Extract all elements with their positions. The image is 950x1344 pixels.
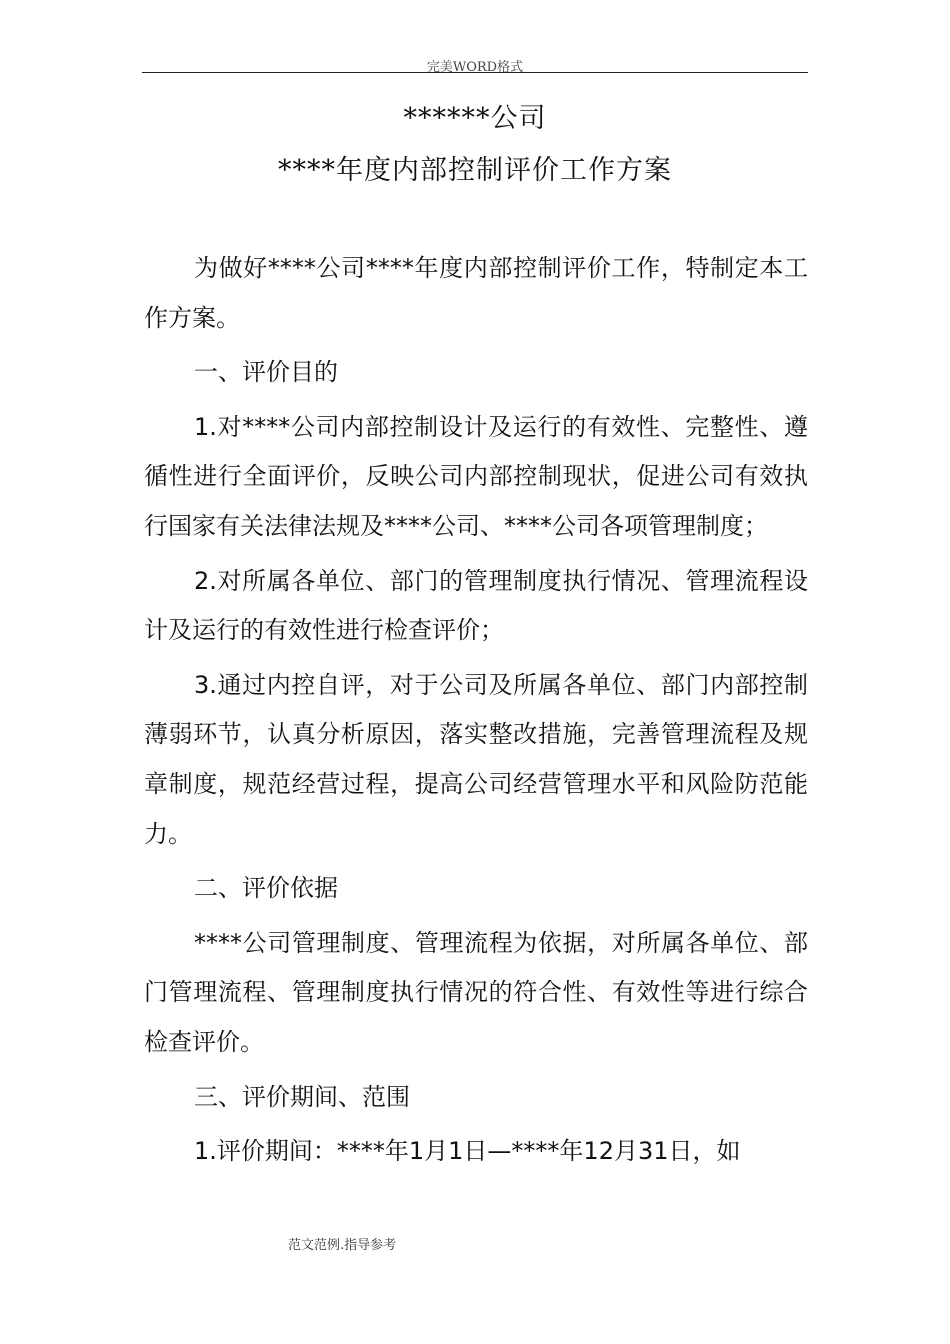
section-heading-basis: 二、评价依据 <box>194 874 338 903</box>
page-header: 完美WORD格式 <box>426 60 524 75</box>
purpose-item-2: 2.对所属各单位、部门的管理制度执行情况、管理流程设计及运行的有效性进行检查评价； <box>144 566 808 645</box>
purpose-item-1: 1.对****公司内部控制设计及运行的有效性、完整性、遵循性进行全面评价，反映公司内部控制现状，促进公司有效执行国家有关法律法规及****公司、****公司各项管理制度； <box>144 412 808 540</box>
document-body <box>144 244 808 1177</box>
section-heading-purpose: 一、评价目的 <box>194 358 338 387</box>
basis-paragraph: ****公司管理制度、管理流程为依据，对所属各单位、部门管理流程、管理制度执行情况的符合性、有效性等进行综合检查评价。 <box>144 928 808 1056</box>
purpose-item-3: 3.通过内控自评，对于公司及所属各单位、部门内部控制薄弱环节，认真分析原因，落实整改措施，完善管理流程及规章制度，规范经营过程，提高公司经营管理水平和风险防范能力。 <box>144 670 808 848</box>
page-footer: 范文范例.指导参考 <box>288 1238 397 1253</box>
intro-paragraph: 为做好****公司****年度内部控制评价工作，特制定本工作方案。 <box>144 254 808 332</box>
section-heading-period-scope: 三、评价期间、范围 <box>194 1082 410 1111</box>
document-title: ****年度内部控制评价工作方案 <box>278 155 672 186</box>
header-divider <box>142 72 808 73</box>
period-item-1: 1.评价期间：****年1月1日—****年12月31日，如 <box>194 1137 741 1166</box>
document-title-company: ******公司 <box>403 103 547 134</box>
